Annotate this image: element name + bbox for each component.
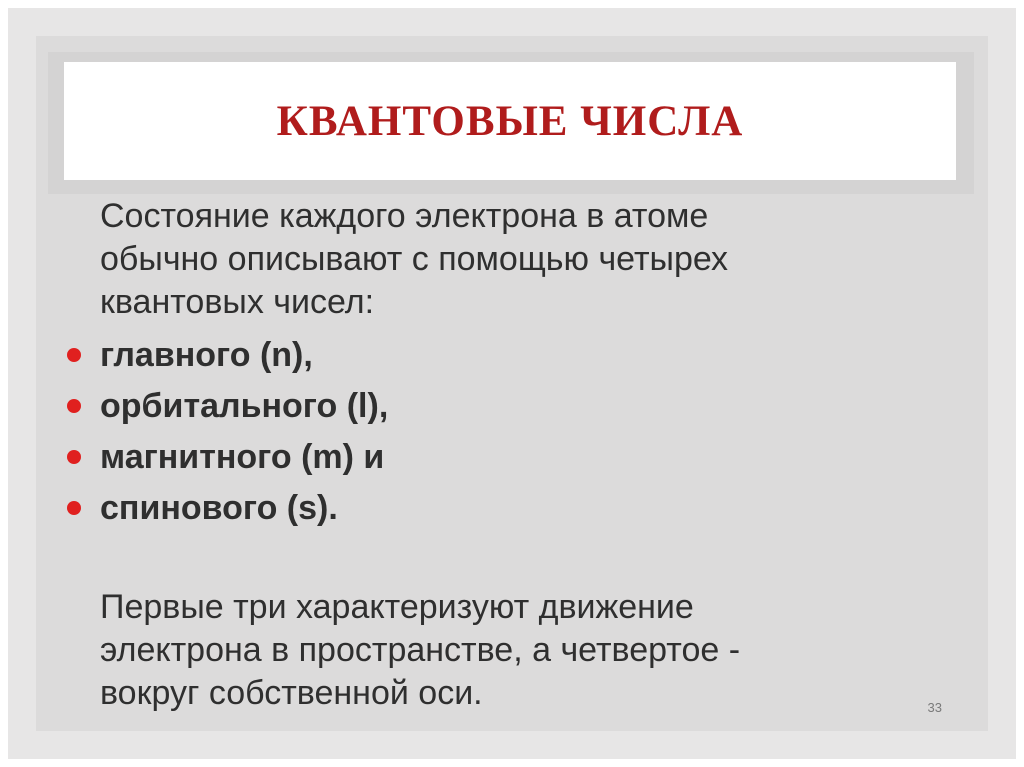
intro-line: Состояние каждого электрона в атоме: [100, 197, 709, 235]
list-item: [60, 385, 940, 436]
outro-line: вокруг собственной оси.: [100, 674, 483, 712]
page-number: 33: [927, 700, 942, 715]
list-item-label: главного (n),: [100, 336, 313, 374]
list-item: [60, 334, 940, 385]
bullet-dot-icon: [67, 501, 81, 515]
slide-title: КВАНТОВЫЕ ЧИСЛА: [276, 97, 744, 145]
bullet-dot-icon: [67, 399, 81, 413]
outro-paragraph: [100, 586, 940, 715]
list-item-label: орбитального (l),: [100, 387, 389, 425]
outro-line: электрона в пространстве, а четвертое -: [100, 631, 741, 669]
list-item-label: спинового (s).: [100, 489, 338, 527]
intro-line: квантовых чисел:: [100, 283, 375, 321]
list-item-label: магнитного (m) и: [100, 438, 385, 476]
outro-line: Первые три характеризуют движение: [100, 588, 694, 626]
quantum-number-list: [60, 334, 940, 538]
intro-paragraph: [100, 195, 940, 324]
list-item: [60, 487, 940, 538]
bullet-dot-icon: [67, 450, 81, 464]
intro-line: обычно описывают с помощью четырех: [100, 240, 729, 278]
title-box: [64, 62, 956, 180]
list-item: [60, 436, 940, 487]
bullet-dot-icon: [67, 348, 81, 362]
